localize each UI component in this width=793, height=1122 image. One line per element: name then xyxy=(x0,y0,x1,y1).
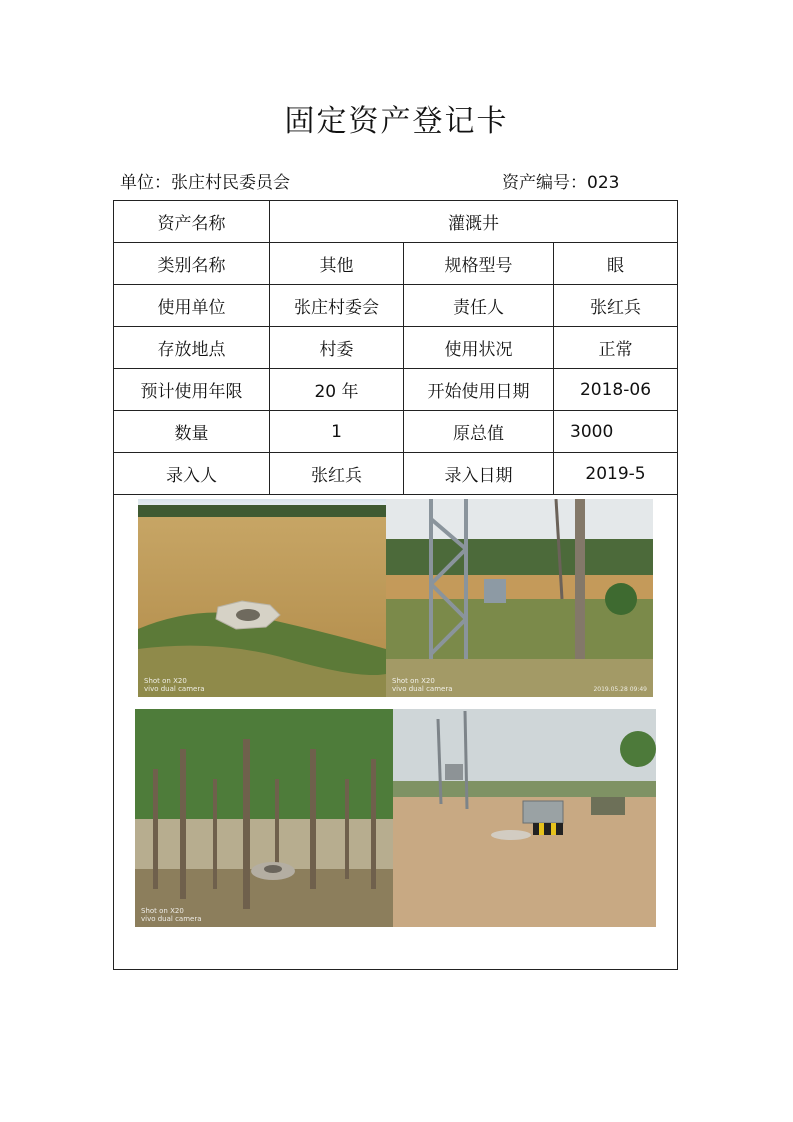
asset-registration-table xyxy=(113,200,678,970)
value-location: 村委 xyxy=(270,327,404,369)
label-entry-person: 录入人 xyxy=(114,453,270,495)
unit-label: 单位：张庄村民委员会 xyxy=(120,173,290,193)
value-spec: 眼 xyxy=(554,243,678,285)
photo-sandy-field-transformer xyxy=(393,709,656,927)
value-responsible: 张红兵 xyxy=(554,285,678,327)
photo-watermark: Shot on X20 vivo dual camera xyxy=(392,677,453,693)
label-status: 使用状况 xyxy=(404,327,554,369)
label-start-date: 开始使用日期 xyxy=(404,369,554,411)
value-asset-name: 灌溉井 xyxy=(270,201,678,243)
value-status: 正常 xyxy=(554,327,678,369)
photo-timestamp: 2019.05.28 09:49 xyxy=(593,686,647,693)
label-entry-date: 录入日期 xyxy=(404,453,554,495)
row-quantity xyxy=(114,411,678,453)
value-life: 20 年 xyxy=(270,369,404,411)
value-category: 其他 xyxy=(270,243,404,285)
label-spec: 规格型号 xyxy=(404,243,554,285)
row-location xyxy=(114,327,678,369)
label-user-unit: 使用单位 xyxy=(114,285,270,327)
row-entry xyxy=(114,453,678,495)
row-user-unit xyxy=(114,285,678,327)
label-asset-name: 资产名称 xyxy=(114,201,270,243)
photo-poplar-grove-well xyxy=(135,709,393,927)
value-original-value: 3000 xyxy=(554,411,678,453)
label-location: 存放地点 xyxy=(114,327,270,369)
row-category xyxy=(114,243,678,285)
label-responsible: 责任人 xyxy=(404,285,554,327)
photo-power-tower-field xyxy=(386,499,653,697)
value-entry-person: 张红兵 xyxy=(270,453,404,495)
asset-number: 资产编号：023 xyxy=(502,173,620,193)
value-start-date: 2018-06 xyxy=(554,369,678,411)
row-photos xyxy=(114,495,678,970)
label-quantity: 数量 xyxy=(114,411,270,453)
row-asset-name xyxy=(114,201,678,243)
label-category: 类别名称 xyxy=(114,243,270,285)
page-title: 固定资产登记卡 xyxy=(284,104,509,139)
photo-wheat-field-well xyxy=(138,499,386,697)
row-life xyxy=(114,369,678,411)
value-quantity: 1 xyxy=(270,411,404,453)
photos-cell xyxy=(114,495,678,970)
label-life: 预计使用年限 xyxy=(114,369,270,411)
value-entry-date: 2019-5 xyxy=(554,453,678,495)
value-user-unit: 张庄村委会 xyxy=(270,285,404,327)
photo-watermark: Shot on X20 vivo dual camera xyxy=(141,907,202,923)
label-original-value: 原总值 xyxy=(404,411,554,453)
photo-watermark: Shot on X20 vivo dual camera xyxy=(144,677,205,693)
